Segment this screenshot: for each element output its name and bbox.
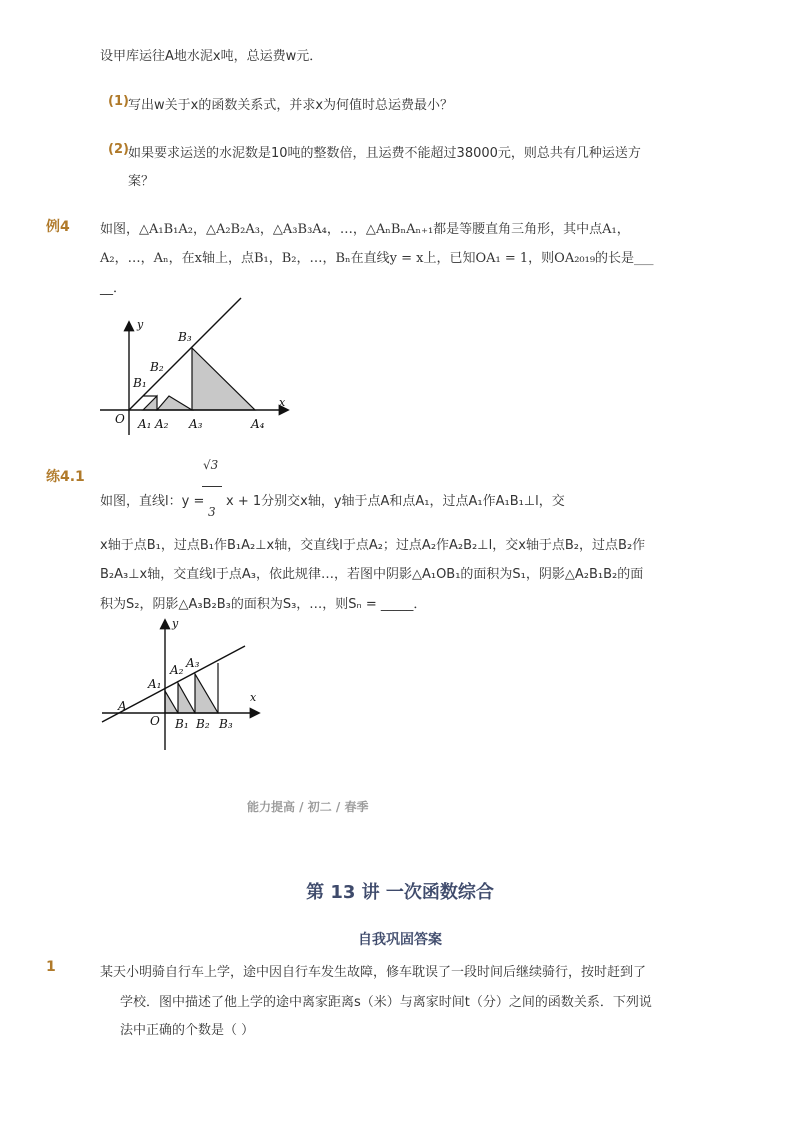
a2-label: A₂	[155, 417, 169, 431]
section-title: 自我巩固答案	[358, 932, 442, 948]
shade-triangle-1	[165, 691, 178, 713]
triangle-shade-1	[143, 396, 157, 410]
b3-label: B₃	[178, 330, 192, 344]
a2-label: A₂	[170, 663, 184, 677]
practice-line1-b: x + 1分别交x轴，y轴于点A和点A₁，过点A₁作A₁B₁⊥l，交	[226, 494, 565, 509]
intro-text: 设甲库运往A地水泥x吨，总运费w元．	[100, 49, 323, 64]
practice-line4: 积为S₂，阴影△A₃B₂B₃的面积为S₃，…，则Sₙ = _____．	[100, 597, 427, 612]
a1-label: A₁	[148, 677, 162, 691]
fraction-denominator: 3	[208, 505, 216, 519]
example-4-line1: 如图，△A₁B₁A₂，△A₂B₂A₃，△A₃B₃A₄，…，△AₙBₙAₙ₊₁都是等腰直角三角形，其中点A₁，	[100, 222, 630, 237]
y-label: y	[172, 617, 179, 630]
answer-1-line1: 某天小明骑自行车上学，途中因自行车发生故障，修车耽误了一段时间后继续骑行，按时赶到了	[100, 965, 647, 980]
example-4-line3: __．	[100, 281, 127, 296]
question-2-text-line1: 如果要求运送的水泥数是10吨的整数倍，且运费不能超过38000元，则总共有几种运送方	[128, 146, 641, 161]
practice-line3: B₂A₃⊥x轴，交直线l于点A₃，依此规律…，若图中阴影△A₁OB₁的面积为S₁，阴影△A₂B₁B₂的面	[100, 567, 644, 582]
b1-label: B₁	[133, 376, 147, 390]
a1-label: A₁	[138, 417, 152, 431]
a-label: A	[118, 699, 127, 713]
practice-line1-a: 如图，直线l：y =	[100, 494, 205, 509]
question-1-text: 写出w关于x的函数关系式，并求x为何值时总运费最小？	[128, 98, 454, 113]
origin-label: O	[115, 412, 125, 426]
lecture-title: 第 13 讲 一次函数综合	[306, 882, 494, 903]
x-label: x	[250, 691, 257, 704]
example-4-label: 例4	[46, 219, 70, 235]
origin-label: O	[150, 714, 160, 728]
triangle-shade-2	[157, 396, 192, 410]
x-label: x	[279, 396, 286, 409]
a3-label: A₃	[186, 656, 200, 670]
b1-label: B₁	[175, 717, 189, 731]
practice-4-1-label: 练4.1	[46, 469, 85, 485]
b2-label: B₂	[150, 360, 164, 374]
answer-1-line3: 法中正确的个数是（ ）	[120, 1023, 255, 1038]
shade-triangle-2	[178, 683, 195, 713]
a3-label: A₃	[189, 417, 203, 431]
example-4-line2: A₂，…，Aₙ，在x轴上，点B₁，B₂，…，Bₙ在直线y = x上，已知OA₁ = 1，则OA₂₀₁₉的长是___	[100, 251, 654, 266]
b3-label: B₃	[219, 717, 233, 731]
fraction-numerator-sqrt3: √3	[203, 458, 219, 472]
example-4-figure	[95, 295, 305, 440]
question-2-number: (2)	[108, 142, 129, 157]
answer-1-number: 1	[46, 959, 56, 975]
triangle-shade-3	[192, 348, 255, 410]
page-footer: 能力提高 / 初二 / 春季	[247, 800, 369, 814]
practice-4-1-figure	[100, 615, 270, 755]
shade-triangle-3	[195, 674, 218, 713]
question-1-number: (1)	[108, 94, 129, 109]
practice-line2: x轴于点B₁，过点B₁作B₁A₂⊥x轴，交直线l于点A₂；过点A₂作A₂B₂⊥l，交x轴于点B₂，过点B₂作	[100, 538, 646, 553]
answer-1-line2: 学校．图中描述了他上学的途中离家距离s（米）与离家时间t（分）之间的函数关系．下列说	[120, 995, 652, 1010]
b2-label: B₂	[196, 717, 210, 731]
fraction-bar	[202, 486, 222, 487]
question-2-text-line2: 案？	[128, 174, 155, 189]
a4-label: A₄	[251, 417, 265, 431]
y-label: y	[137, 318, 144, 331]
